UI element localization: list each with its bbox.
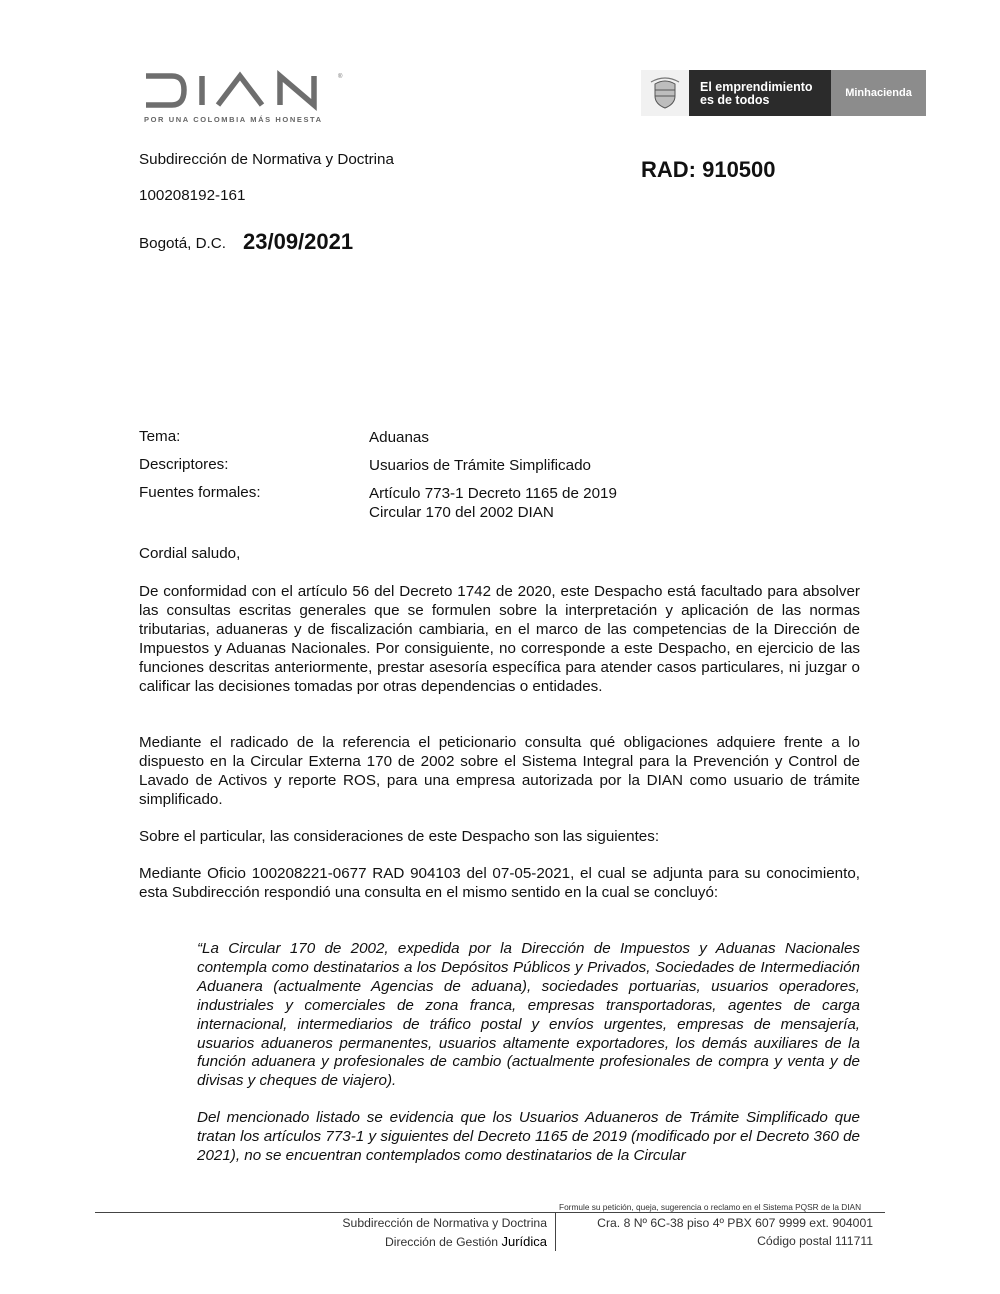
meta-fuentes-value-1: Artículo 773-1 Decreto 1165 de 2019 bbox=[369, 485, 617, 502]
footer-direction bbox=[385, 1234, 547, 1249]
banner-slogan-line2: es de todos bbox=[700, 93, 770, 107]
footer-divider bbox=[95, 1212, 885, 1213]
meta-tema-value: Aduanas bbox=[369, 429, 429, 446]
office-name: Subdirección de Normativa y Doctrina bbox=[139, 151, 394, 168]
rad-number: RAD: 910500 bbox=[641, 157, 776, 182]
reference-number: 100208192-161 bbox=[139, 187, 246, 204]
footer-direction-prefix: Dirección de Gestión bbox=[384, 1235, 499, 1249]
paragraph-3: Sobre el particular, las consideraciones de este Despacho son las siguientes: bbox=[139, 828, 660, 845]
colombia-coat-of-arms-icon bbox=[641, 70, 689, 116]
paragraph-1: De conformidad con el artículo 56 del Decreto 1742 de 2020, este Despacho está facultado para absolver las consultas escritas generales que se formulen sobre la interpretación y aplicación de las normas tributarias, aduaneras y de fiscalización cambiaria, en el marco de las competencias de la Dirección de Impuestos y Aduanas Nacionales. Por consiguiente, no corresponde a este Despacho, en ejercicio de las funciones descritas anteriormente, prestar asesoría específica para atender casos particulares, ni juzgar o calificar las decisiones tomadas por otras dependencias o entidades. bbox=[139, 583, 860, 695]
document-date: 23/09/2021 bbox=[243, 229, 354, 254]
footer-vertical-divider bbox=[555, 1213, 556, 1251]
meta-fuentes-label: Fuentes formales: bbox=[139, 484, 261, 501]
dian-tagline: POR UNA COLOMBIA MÁS HONESTA bbox=[144, 115, 323, 124]
greeting: Cordial saludo, bbox=[139, 545, 241, 562]
footer-direction-emph: Jurídica bbox=[501, 1234, 547, 1249]
meta-descriptores-label: Descriptores: bbox=[139, 456, 229, 473]
quote-paragraph-2: Del mencionado listado se evidencia que los Usuarios Aduaneros de Trámite Simplificado que tratan los artículos 773-1 y siguientes del Decreto 1165 de 2019 (modificado por el Decreto 360 de 2021), no se encuentran contemplados como destinatarios de la Circular bbox=[197, 1109, 860, 1164]
ministry-label: Minhacienda bbox=[831, 70, 926, 116]
quote-paragraph-1: “La Circular 170 de 2002, expedida por la Dirección de Impuestos y Aduanas Nacionales contempla como destinatarios a los Depósitos Públicos y Privados, Sociedades de Intermediación Aduanera (actualmente Agencias de aduana), sociedades portuarias, usuarios operadores, industriales y comerciales de zona franca, empresas transportadoras, agentes de carga internacional, intermediarios de tráfico postal y envíos urgentes, empresas de mensajería, usuarios aduaneros permanentes, usuarios altamente exportadores, los demás auxiliares de la función aduanera y profesionales de cambio (actualmente profesionales de compra y venta y de divisas y cheques de viajero). bbox=[197, 940, 860, 1090]
meta-descriptores-value: Usuarios de Trámite Simplificado bbox=[369, 457, 591, 474]
paragraph-4: Mediante Oficio 100208221-0677 RAD 904103 del 07-05-2021, el cual se adjunta para su conocimiento, esta Subdirección respondió una consulta en el mismo sentido en la cual se concluyó: bbox=[139, 865, 860, 901]
banner-slogan-line1: El emprendimiento bbox=[700, 80, 813, 94]
government-banner bbox=[641, 70, 926, 116]
footer-address: Cra. 8 Nº 6C-38 piso 4º PBX 607 9999 ext. 904001 bbox=[597, 1216, 873, 1230]
footer-office: Subdirección de Normativa y Doctrina bbox=[342, 1216, 547, 1230]
place-label: Bogotá, D.C. bbox=[139, 235, 226, 252]
meta-tema-label: Tema: bbox=[139, 428, 181, 445]
footer-pqsr-note: Formule su petición, queja, sugerencia o reclamo en el Sistema PQSR de la DIAN bbox=[559, 1202, 862, 1212]
banner-slogan bbox=[689, 70, 831, 116]
meta-fuentes-value-2: Circular 170 del 2002 DIAN bbox=[369, 504, 554, 521]
svg-text:®: ® bbox=[338, 74, 343, 80]
footer-postal-code: Código postal 111711 bbox=[757, 1234, 873, 1248]
paragraph-2: Mediante el radicado de la referencia el peticionario consulta qué obligaciones adquiere frente a lo dispuesto en la Circular Externa 170 de 2002 sobre el Sistema Integral para la Prevención y Control de Lavado de Activos y reporte ROS, para una empresa autorizada por la DIAN como usuario de trámite simplificado. bbox=[139, 734, 860, 808]
